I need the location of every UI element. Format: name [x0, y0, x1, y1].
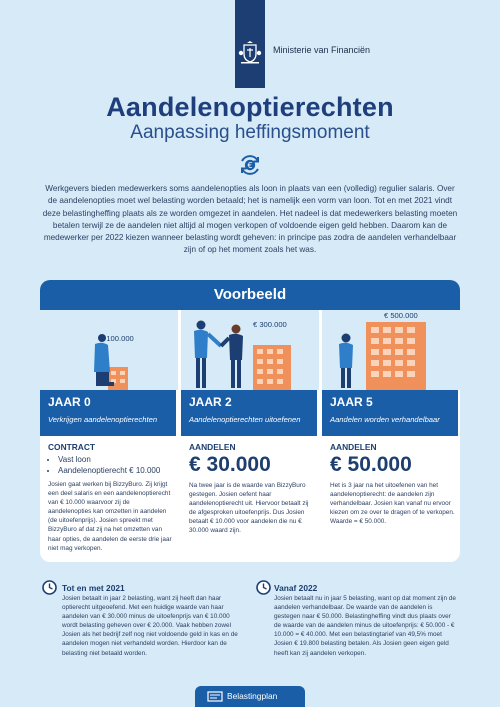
column-jaar-0 [40, 310, 178, 562]
section-heading-2022: Vanaf 2022 [274, 583, 318, 593]
aandelen-label: AANDELEN [330, 442, 377, 452]
section-heading-2021: Tot en met 2021 [62, 583, 125, 593]
jaar-box [40, 390, 176, 436]
column-text: Het is 3 jaar na het uitoefenen van het aandelenoptierecht: de aandelen zijn verhandelbaar. Josien kan vanaf nu ervoor kiezen om ze over te dragen of te verkopen. Waarde = € 50.000. [330, 482, 455, 526]
example-card [40, 280, 460, 562]
section-text-2021: Josien betaalt in jaar 2 belasting, want zij heeft dan haar optierecht uitgeoefend. Met een huidige waarde van haar aandelen van € 30.000 minus de uitoefenprijs van € 10.000 wordt belasting geheven over € 20.000. Vaak hebben zowel Josien als het bedrijf zelf nog niet voldoende geld in kas en de aandelen mogen niet verhandeld worden. Hierdoor kan de belasting niet betaald worden. [62, 595, 238, 657]
aandelen-value: € 30.000 [189, 453, 271, 476]
example-heading: Voorbeeld [40, 280, 460, 310]
footer-belastingplan[interactable] [195, 686, 305, 707]
aandelen-label: AANDELEN [189, 442, 236, 452]
footer-label: Belastingplan [227, 691, 278, 701]
svg-text:€: € [247, 161, 253, 170]
contract-bullets [48, 454, 174, 476]
jaar-sub: Verkrijgen aandelenoptierechten [48, 415, 158, 424]
ministry-name: Ministerie van Financiën [273, 45, 371, 55]
clock-icon [256, 580, 271, 595]
jaar-sub: Aandelenoptierechten uitoefenen [189, 415, 301, 424]
jaar-label: JAAR 2 [189, 395, 232, 409]
illustration-jaar-0 [40, 310, 178, 390]
jaar-box [181, 390, 317, 436]
value-tag: € 100.000 [100, 334, 134, 343]
jaar-sub: Aandelen worden verhandelbaar [330, 415, 440, 424]
jaar-label: JAAR 5 [330, 395, 373, 409]
bullet-item: • Vast loon [58, 454, 174, 465]
column-jaar-5 [322, 310, 460, 562]
intro-text: Werkgevers bieden medewerkers soms aandelenopties als loon in plaats van een (volledig) regulier salaris. Over de aandelenopties moet wel belasting worden betaald; het is namelijk een vorm van loon. Tot en met 2021 vindt deze belastingheffing plaats als ze worden omgezet in aandelen. Het nadeel is dat medewerkers belasting moeten betalen terwijl ze de aandelen niet altijd al mogen verkopen of voldoende eigen geld hebben. Daarom kan de medewerker per 2022 kiezen wanneer belasting wordt geheven: in principe pas zodra de aandelen verhandelbaar zijn of op het moment zoals het was. [42, 184, 458, 255]
aandelen-value: € 50.000 [330, 453, 412, 476]
page-subtitle: Aanpassing heffingsmoment [130, 122, 370, 143]
section-text-2022: Josien betaalt nu in jaar 5 belasting, want op dat moment zijn de aandelen verhandelbaar. De waarde van de aandelen is gestegen naar € 50.000. Belastingheffing vindt dus plaats over de waarde van de aandelen minus de uitoefenprijs: € 50.000 - € 10.000 = € 40.000. Met een belastingtarief van 49,5% moet Josien € 19.800 belasting betalen. Als Josien geen eigen geld heeft kan zij aandelen verkopen. [274, 595, 456, 657]
jaar-box [322, 390, 458, 436]
illustration-jaar-2 [181, 310, 319, 390]
column-body [48, 442, 174, 553]
crest-icon [237, 40, 263, 66]
page-title: Aandelenoptierechten [106, 92, 394, 122]
contract-label: CONTRACT [48, 442, 95, 452]
document-icon [207, 691, 223, 702]
column-body [330, 442, 456, 526]
value-tag: € 300.000 [253, 320, 287, 329]
jaar-label: JAAR 0 [48, 395, 91, 409]
column-text: Josien gaat werken bij BizzyBuro. Zij krijgt een deel salaris en een aandelenoptierecht van € 10.000 waarvoor zij de aandelenopties kan omzetten in aandelen (de uitoefenprijs). Josien spreekt met BizzyBuro af dat zij na het omzetten van haar opties, de aandelen de eerste drie jaar niet mag verkopen. [48, 481, 172, 552]
illustration-jaar-5 [322, 310, 460, 390]
column-body [189, 442, 315, 536]
column-jaar-2 [181, 310, 319, 562]
value-tag: € 500.000 [384, 311, 418, 320]
euro-cycle-icon [237, 152, 263, 178]
bullet-item: • Aandelenoptierecht € 10.000 [58, 465, 174, 476]
column-text: Na twee jaar is de waarde van BizzyBuro gestegen. Josien oefent haar aandelenoptierecht uit. Hiervoor betaalt zij de afgesproken uitoefenprijs. Dus Josien betaalt € 10.000 voor aandelen die nu € 30.000 waard zijn. [189, 482, 309, 535]
clock-icon [42, 580, 57, 595]
